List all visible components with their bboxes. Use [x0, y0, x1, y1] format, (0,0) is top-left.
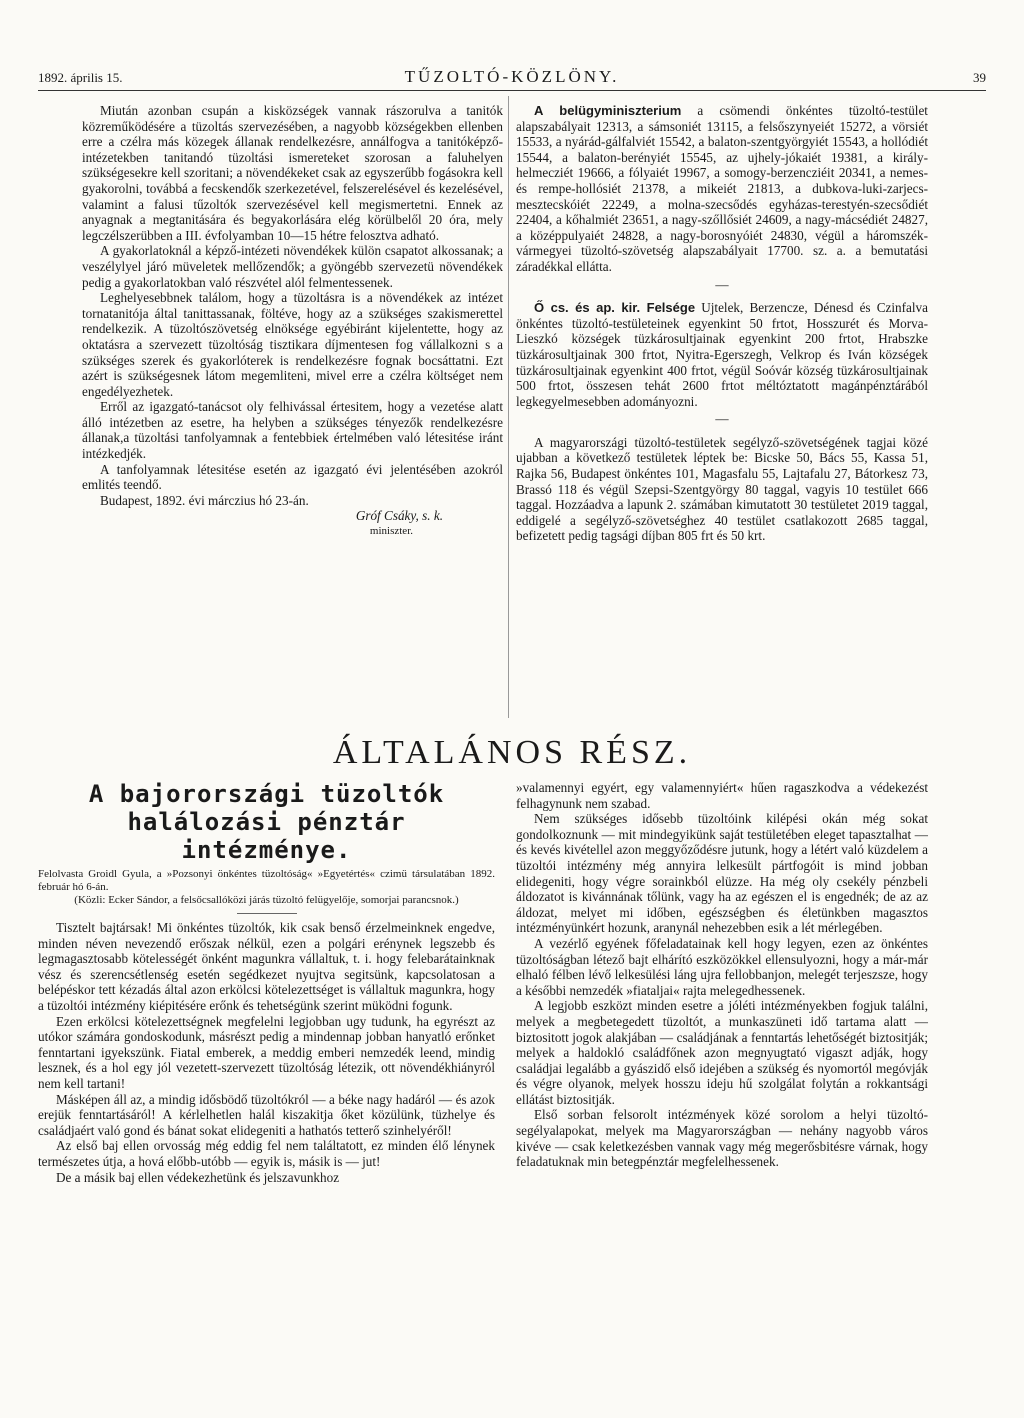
paragraph: A magyarországi tüzoltó-testületek segélyző-szövetségének tagjai közé ujabban a következő testületek léptek be: Bicske 50, Bács 55, Kassa 51, Rajka 56, Budapest önkéntes 101, Magasfalu 55, Lajtafalu 27, Bátorkesz 73, Brassó 118 és végül Szepsi-Szentgyörgy 80 taggal, vagyis 10 testület 666 taggal. Hozzáadva a lapunk 2. számában kimutatott 30 testületet 2019 taggal, eddigelé a segélyző-szövetséghez 40 testület csatlakozott 2685 taggal, befizetett pedig tagsági díjban 805 frt és 50 krt. — [516, 434, 928, 544]
paragraph: Az első baj ellen orvosság még eddig fel nem találtatott, ez minden élő lénynek természetes útja, a hová előbb-utóbb — egyik is, másik is — jut! — [38, 1138, 495, 1169]
signature-title: miniszter. — [369, 525, 413, 538]
paragraph — [516, 300, 928, 409]
body-text: Ujtelek, Berzencze, Dénesd és Czinfalva önkéntes tüzoltó-testületeinek egyenkint 50 frtot, Hosszurét és Morva-Lieszkó községek tüzkárosultjainak egyenkint 200 frtot, Hrabszke tüzkárosultjainak 300 frtot, Nyitra-Egerszegh, Velkrop és Iván községek tüzkárosultjainak egyenkint 400 frtot, végül Soóvár község tüzkárosultjainak 500 frtot, összesen tehát 2600 frtot méltóztatott magánpénztárából legkegyelmesebben adományozni. — [516, 300, 928, 409]
column-divider — [508, 96, 509, 718]
paragraph: Leghelyesebbnek találom, hogy a tüzoltásra is a növendékek az intézet tornatanitója által tanittassanak, föltéve, hogy az a szükséges szakismerettel rendelkezik. A tüzoltószövetség elnöksége egyébiránt kijelentette, hogy az oktatásra a szervezett tüzoltóság tisztikara díjmentesen fog vállalkozni s a szükséges szerek és gyakorlóterek is rendelkezésre fognak bocsáttatni. Ezt azért is szükségesnek látom megemliteni, mivel erre a czélra költséget nem engedélyezhetek. — [82, 290, 503, 399]
paragraph: »valamennyi egyért, egy valamennyiért« hűen ragaszkodva a védekezést felhagynunk nem szabad. — [516, 780, 928, 811]
column-bottom-left — [38, 780, 495, 1185]
column-top-right — [516, 103, 928, 544]
paragraph: A vezérlő egyének főfeladatainak kell hogy legyen, ezen az önkéntes tüzoltóságban létező bajt elhárító eszközökkel ellensulyozni, hogy a már-már elhaló félben lévő lelkesülési láng ujra fellobbanjon, melegét terjeszsze, hogy a későbbi nemzedék »fiataljai« rajta melegedhessenek. — [516, 935, 928, 998]
paragraph: Ezen erkölcsi kötelezettségnek megfelelni legjobban ugy tudunk, ha egyrészt az utókor számára gondoskodunk, másrészt pedig a mindennap jobban hanyatló erőnket fenntartani igyekszünk. Fiatal emberek, a meddig emberi nemzedék leend, mindig lesznek, és a hol egy jól vezetett-szervezett tüzoltóság létezik, ott növendékhiányról nem kell tartani! — [38, 1013, 495, 1091]
column-bottom-right — [516, 780, 928, 1170]
lead-text: Ő cs. és ap. kir. Felsége — [534, 300, 696, 316]
paragraph — [516, 103, 928, 275]
paragraph: Tisztelt bajtársak! Mi önkéntes tüzoltók, kik csak benső érzelmeinknek engedve, minden néven nevezendő erőszak nélkül, ezen a polgári erénynek legszebb és legmagasztosabb kötelességét önként magunkra vállaltuk, t. i. hogy felebarátainknak vész és szerencsétlenség esetén segédkezet nyujtva segitsünk, kapcsolatosan a belépéskor tett kézadás által azon erkölcsi kötelezettséget is vállaltuk magunkra, hogy a tüzoltói intézmény kiépitésére erőnk és tehetségünk szerint müködni fogunk. — [38, 920, 495, 1013]
header-date: 1892. április 15. — [38, 70, 123, 85]
paragraph: Nem szükséges idősebb tüzoltóink kilépési okán még sokat gondolkoznunk — mit mindegyikünk saját testületében eleget tapasztalhat — és kevés kivétellel azon meggyőződésre jutunk, hogy a létért való küzdelem a tüzoltói intézmény még annyira lelkesült pártfogóit is mind jobban elidegeniti, hogy végre sorainkból elüzze. Ha még oly csekély pénzbeli áldozatot is kivánnának tőlünk, vagy ha az egészen el is engednék; de az az áldozat, melyet mi időben, egészségben és életünkben magasztos intézményünkért hozunk, aranynál nehezebben esik a lét mérlegében. — [516, 811, 928, 936]
divider: — — [715, 411, 729, 427]
divider: — — [715, 276, 729, 292]
page-number: 39 — [973, 70, 986, 85]
article-note: Felolvasta Groidl Gyula, a »Pozsonyi önkéntes tüzoltóság« »Egyetértés« czimü társulatában 1892. február hó 6-án. — [38, 868, 495, 893]
article-title: A bajorországi tüzoltók halálozási pénztár intézménye. — [88, 780, 445, 864]
paragraph: Miután azonban csupán a kisközségek vannak rászorulva a tanitók közreműködésére a tüzoltás szervezésében, a nagyobb községekben ellenben erre a czélra más közegek állanak rendelkezésre, annálfogva a tanitóképző-intézetekben tanitandó tüzoltási ismereteket szorosan a faluhelyen szükségesekre kell szoritani; a növendékeket csak az egyszerűbb fogásokra kell gyakorolni, továbbá a fecskendők szerkezetével, felszerelésével és kezelésével, valamint a falusi tűzoltók szervezésével kell megismertetni. Ennek az anyagnak a megtanitására és begyakorlására elég körülbelől 20 óra, mely legczélszerübben a III. évfolyamban 10—15 hétre felosztva adható. — [82, 103, 503, 243]
body-text: a csömendi önkéntes tüzoltó-testület alapszabályait 12313, a sámsoniét 13115, a felsőszynyeiét 15272, a vörsiét 15533, a nyárád-gálfalviét 15542, a balaton-szentgyörgyiét 15543, a hollódiét 15544, a balaton-berényiét 15545, az ujhely-jókaiét 19381, a király-helmecziét 19666, a fólyaiét 19967, a somogy-berzencziéit 20341, a nemes- és rempe-hollósiét 21378, a mikeiét 21813, a dubkova-luki-zarjecs-mesztecskóiét 22249, a molna-szecsődés egyházas-terestyén-szecsődiét 22404, a kőhalmiét 23651, a nagy-szőllősiét 24609, a nagy-mácsédiét 24827, a középpulyaiét 24828, a nagy-borosnyóiét 24830, végül a háromszék-vármegyei tüzoltó-szövetség alapszabályait 17700. sz. a. a bemutatási záradékkal ellátta. — [516, 103, 928, 274]
article-note: (Közli: Ecker Sándor, a felsőcsallóközi járás tüzoltó felügyelője, somorjai parancsnok.) — [74, 894, 459, 906]
column-top-left — [82, 103, 503, 540]
lead-text: A belügyminiszterium — [534, 103, 682, 118]
paragraph: A legjobb eszközt minden esetre a jóléti intézményekben fogjuk találni, melyek a megbetegedett tüzoltót, a munkaszüneti idő tartama alatt — biztositott jogok alakjában — családjának a fenntartás lehetőségét biztositják; melyek a haldokló családfőnek azon megnyugtató vigaszt adják, hogy családjai legalább a gyászidő első idejében a szükség és nyomortól megóvják és végre olyanok, melyek hosszu ideju hű szolgálat folytán a rokkantsági ellátást biztositják. — [516, 998, 928, 1107]
signature: Gróf Csáky, s. k. — [355, 508, 443, 524]
paragraph: Első sorban felsorolt intézmények közé sorolom a helyi tüzoltó-segélyalapokat, melyek ma Magyarországban — nehány nagyobb város kivéve — csak keletkezésben vannak vagy még megerősbitésre várnak, hogy feladatuknak min betegpénztár megfelelhessenek. — [516, 1107, 928, 1170]
running-header — [38, 64, 986, 91]
paragraph: Erről az igazgató-tanácsot oly felhivással értesitem, hogy a vezetése alatt álló intézetben az esetre, ha helyben a szükséges tényezők rendelkezésre állanak,a tüzoltási tanfolyamnak a fentebbiek értelmében való létesitése iránt intézkedjék. — [82, 399, 503, 462]
section-title: ÁLTALÁNOS RÉSZ. — [332, 734, 692, 771]
header-title: TŰZOLTÓ-KÖZLÖNY. — [404, 67, 620, 86]
paragraph: Másképen áll az, a mindig idősbödő tüzoltókról — a béke nagy hadáról — és azok erejük fenntartásáról! A kérlelhetlen halál kiszakitja őket közülünk, tüzhelye és családjaért való gond és bánat sokat elidegeniti a hathatós tetterő szinhelyéről! — [38, 1091, 495, 1138]
dateline: Budapest, 1892. évi márczius hó 23-án. — [100, 492, 309, 508]
paragraph: A gyakorlatoknál a képző-intézeti növendékek külön csapatot alkossanak; a veszélylyel járó müveletek mellőzendők; a gyöngébb szervezetü növendékek pedig a gyakorlatokban való részvétel alól felmentessenek. — [82, 243, 503, 290]
paragraph: A tanfolyamnak létesitése esetén az igazgató évi jelentésében azokról emlités teendő. — [82, 461, 503, 493]
divider — [237, 913, 297, 914]
paragraph: De a másik baj ellen védekezhetünk és jelszavunkhoz — [56, 1169, 340, 1185]
